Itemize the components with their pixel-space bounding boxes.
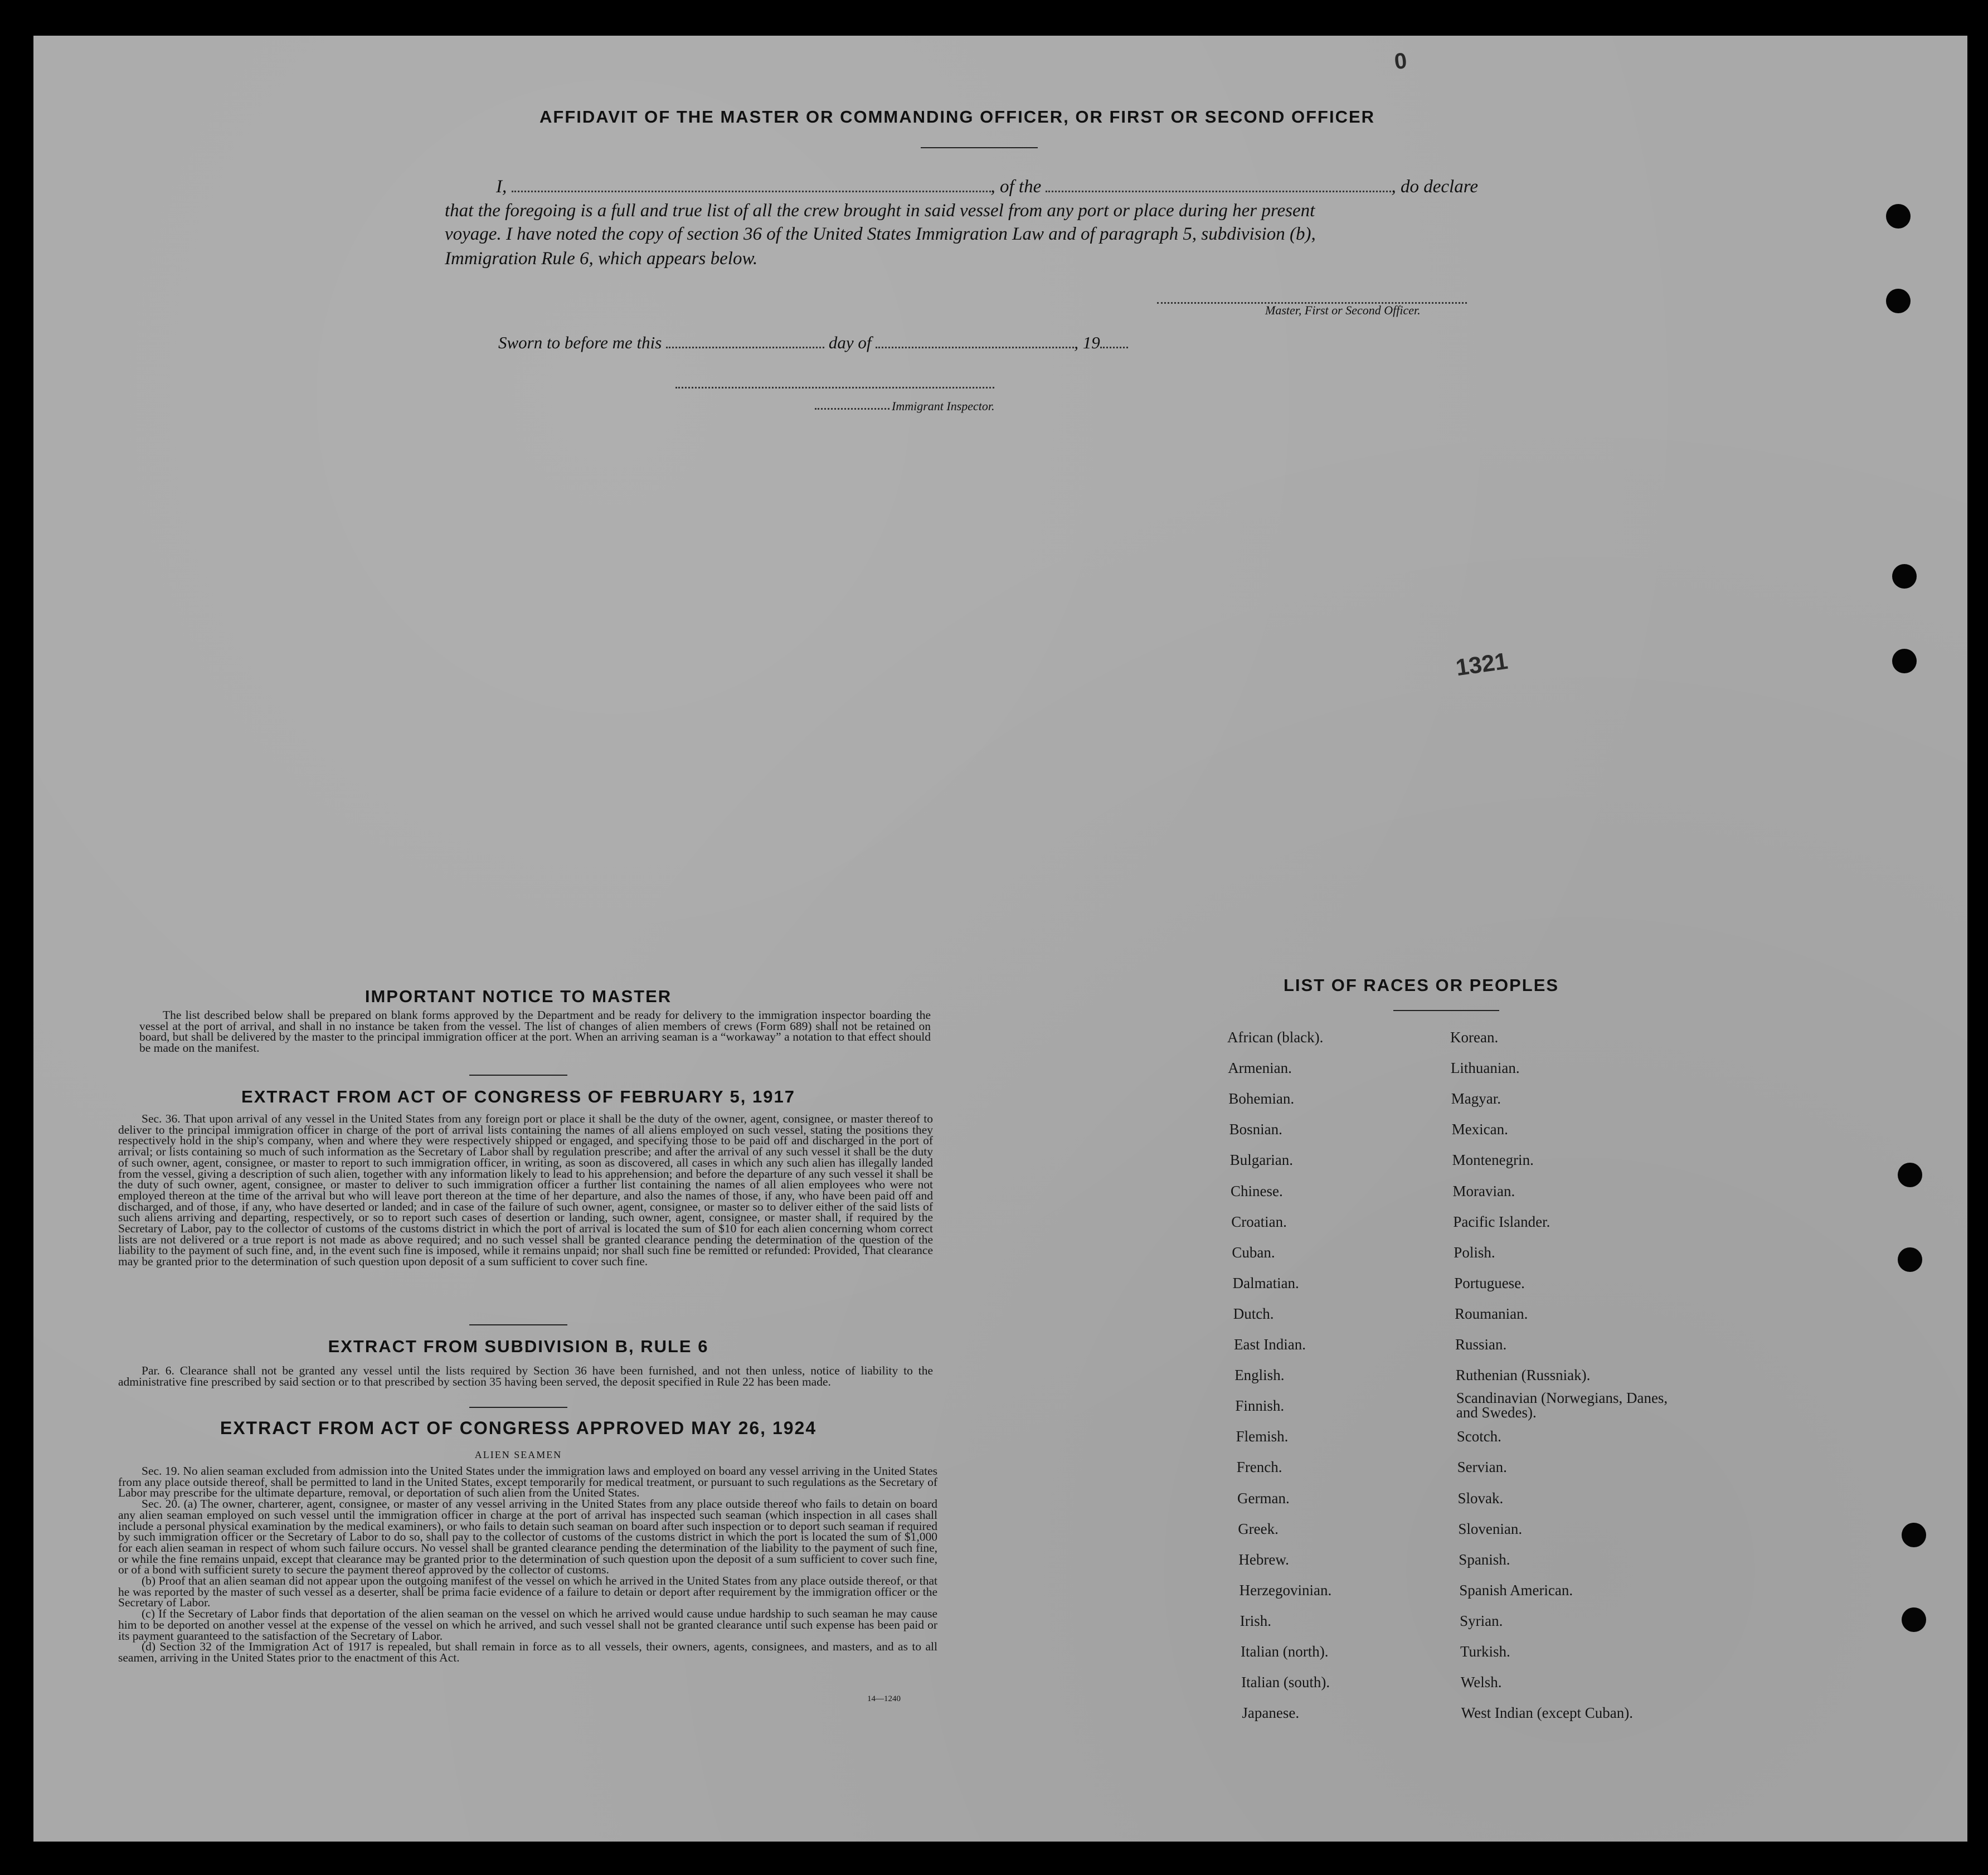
inspector-caption: Immigrant Inspector. [892,399,995,413]
race-item-left: French. [1236,1459,1282,1476]
act-1924-paragraph-d: (d) Section 32 of the Immigration Act of 1917 is repealed, but shall remain in force as to all vessels, their owners, agents, consignees, and masters, and as to all seamen, arriving in the United States prior to the enactment of this Act. [118,1640,937,1664]
binder-hole-1 [1886,204,1911,229]
race-item-right: Portuguese. [1454,1274,1525,1291]
races-heading: LIST OF RACES OR PEOPLES [1283,975,1559,995]
race-item-right: Pacific Islander. [1453,1213,1550,1230]
race-item-right: Turkish. [1460,1643,1510,1660]
affidavit-declare-label: , do declare [1391,177,1478,197]
race-item-right: Lithuanian. [1450,1060,1520,1077]
page-number-stamp: 1321 [1454,647,1510,681]
sworn-prefix-label: Sworn to before me this [498,333,662,352]
race-item-left: Bohemian. [1228,1090,1295,1107]
race-item-right: Slovenian. [1458,1520,1523,1537]
inspector-signature-field[interactable] [675,372,994,388]
act-1917-paragraph: Sec. 36. That upon arrival of any vessel in the United States from any foreign port or place it shall be the duty of the owner, agent, consignee, or master thereof to deliver to the principal immigration officer in charge of the port of arrival lists containing the names of all aliens employed on such vessel, stating the positions they respectively hold in the ship's company, when and where they were respectively shipped or engaged, and specifying those to be paid off and discharged in the port of arrival; or lists containing so much of such information as the Secretary of Labor shall by regulation prescribe; and after the arrival of any such vessel it shall be the duty of such owner, agent, consignee, or master to report to such immigration officer, in writing, as soon as discovered, all cases in which any such alien has illegally landed from the vessel, giving a description of such alien, together with any information likely to lead to his apprehension; and before the departure of any such vessel it shall be the duty of such owner, agent, consignee, or master to deliver to such immigration officer a further list containing the names of all alien employees who were not employed thereon at the time of the arrival but who will leave port thereon at the time of her departure, and also the names of those, if any, who have been paid off and discharged, and of those, if any, who have deserted or landed; and in case of the failure of such owner, agent, consignee, or master so to deliver either of the said lists of such aliens arriving and departing, respectively, or so to report such cases of desertion or landing, such owner, agent, consignee, or master shall, if required by the Secretary of Labor, pay to the collector of customs of the customs district in which the port of arrival is located the sum of $10 for each alien concerning whom correct lists are not delivered or a true report is not made as above required; and no such vessel shall be granted clearance pending the determination of the question of the liability to the payment of such fine, and, in the event such fine is imposed, while it remains unpaid; nor shall such fine be remitted or refunded: Provided, That clearance may be granted prior to the determination of such question upon deposit of a sum sufficient to cover such fine. [118,1112,933,1269]
binder-hole-3 [1892,564,1917,589]
affidavit-line-4: Immigration Rule 6, which appears below. [445,249,758,269]
race-item-right: Scandinavian (Norwegians, Danes, and Swedes). [1456,1390,1668,1421]
race-item-left: Bulgarian. [1229,1152,1294,1169]
race-item-right: Servian. [1457,1459,1507,1476]
affidavit-title: AFFIDAVIT OF THE MASTER OR COMMANDING OFFICER, OR FIRST OR SECOND OFFICER [539,107,1375,127]
binder-hole-2 [1886,289,1911,313]
affidavit-of-label: , of the [990,177,1042,197]
race-item-right: West Indian (except Cuban). [1461,1704,1634,1722]
act-1917-rule [469,1324,567,1325]
act-1917-text [118,1114,933,1267]
act-1924-paragraph-c: (c) If the Secretary of Labor finds that deportation of the alien seaman on the vessel on which he arrived would cause undue hardship to such seaman he may cause him to be deported on another vessel at the expense of the vessel on which he arrived, and such vessel shall not be granted clearance until such expense has been paid or its payment guaranteed to the satisfaction of the Secretary of Labor. [118,1607,937,1643]
race-item-left: African (black). [1227,1029,1324,1046]
rule-6-heading: EXTRACT FROM SUBDIVISION B, RULE 6 [328,1337,709,1356]
race-item-left: Japanese. [1242,1704,1300,1722]
race-item-left: Armenian. [1228,1060,1292,1077]
act-1924-paragraph-sec19: Sec. 19. No alien seaman excluded from admission into the United States under the immigration laws and employed on board any vessel arriving in the United States from any place outside thereof, shall be permitted to land in the United States, except temporarily for medical treatment, or pursuant to such regulations as the Secretary of Labor may prescribe for the ultimate departure, removal, or deportation of such alien from the United States. [118,1464,937,1500]
race-item-right: Syrian. [1460,1612,1503,1629]
binder-hole-8 [1902,1607,1926,1632]
race-item-left: Italian (south). [1241,1674,1330,1691]
sworn-day-field[interactable] [666,332,824,348]
act-1924-text [118,1466,937,1664]
notice-rule [469,1075,567,1076]
sworn-year-field[interactable] [1100,332,1128,348]
binder-hole-5 [1898,1163,1922,1187]
race-item-right: Moravian. [1452,1182,1515,1199]
affidavit-i-label: I, [496,177,507,197]
race-item-left: Croatian. [1231,1213,1287,1230]
act-1924-subtitle: ALIEN SEAMEN [474,1449,562,1460]
master-signature-field[interactable] [1157,288,1467,304]
rule-6-text [118,1366,933,1387]
inspector-name-field[interactable] [815,397,890,410]
sworn-statement-line [498,332,1128,353]
race-item-left: Chinese. [1231,1182,1283,1199]
race-item-left: Bosnian. [1229,1121,1282,1138]
act-1917-heading: EXTRACT FROM ACT OF CONGRESS OF FEBRUARY 5, 1917 [241,1087,795,1106]
race-item-left: English. [1234,1367,1285,1384]
rule-6-paragraph: Par. 6. Clearance shall not be granted any vessel until the lists required by Section 36 have been furnished, and not then unless, notice of liability to the administrative fine prescribed by said section or to that prescribed by section 35 having been served, the deposit specified in Rule 22 has been made. [118,1364,933,1388]
races-rule [1393,1010,1499,1011]
top-stamp-mark: 0 [1393,48,1408,75]
binder-hole-6 [1898,1247,1922,1272]
race-item-right: Russian. [1455,1336,1507,1353]
race-item-right: Spanish. [1459,1551,1510,1568]
race-item-right: Scotch. [1456,1428,1501,1445]
race-item-right: Ruthenian (Russniak). [1455,1367,1591,1384]
race-item-left: Greek. [1238,1520,1279,1537]
master-signature-caption: Master, First or Second Officer. [1265,303,1421,317]
binder-hole-4 [1892,649,1917,673]
sworn-month-field[interactable] [876,332,1074,348]
act-1924-paragraph-sec20a: Sec. 20. (a) The owner, charterer, agent, consignee, or master of any vessel arriving in the United States from any place outside thereof who fails to detain on board any alien seaman employed on such vessel until the immigration officer in charge at the port of arrival has inspected such seaman (which inspection in all cases shall include a personal physical examination by the medical examiners), or who fails to detain such seaman on board after such inspection or to deport such seaman if required by such immigration officer or the Secretary of Labor to do so, shall pay to the collector of customs of the customs district in which the port is located the sum of $1,000 for each alien seaman in respect of whom such failure occurs. No vessel shall be granted clearance pending the determination of the liability to the payment of such fine, or while the fine remains unpaid, except that clearance may be granted prior to the determination of such question upon the deposit of a sum sufficient to cover such fine, or of a bond with sufficient surety to secure the payment thereof approved by the collector of customs. [118,1497,937,1577]
affidavit-title-rule [921,147,1038,148]
officer-name-field[interactable] [512,176,991,192]
race-item-left: Flemish. [1236,1428,1289,1445]
race-item-left: Italian (north). [1241,1643,1329,1660]
race-item-right: Korean. [1450,1029,1499,1046]
race-item-right: Slovak. [1457,1489,1504,1507]
affidavit-line-2: that the foregoing is a full and true list of all the crew brought in said vessel from any port or place during her present [445,201,1315,221]
race-item-left: German. [1237,1489,1290,1507]
race-item-right: Mexican. [1451,1121,1508,1138]
rule-6-rule [469,1407,567,1408]
affidavit-line-1 [496,176,1478,197]
race-item-right: Montenegrin. [1452,1152,1534,1169]
race-item-right: Roumanian. [1455,1305,1528,1322]
form-number: 14—1240 [867,1694,901,1703]
act-1924-heading: EXTRACT FROM ACT OF CONGRESS APPROVED MAY 26, 1924 [220,1418,817,1438]
notice-paragraph: The list described below shall be prepared on blank forms approved by the Department and be ready for delivery to the immigration inspector boarding the vessel at the port of arrival, and shall in no instance be taken from the vessel. The list of changes of alien members of crews (Form 689) shall not be retained on board, but shall be delivered by the master to the principal immigration officer at the port. When an arriving seaman is a “workaway” a notation to that effect should be made on the manifest. [139,1008,931,1055]
binder-hole-7 [1902,1523,1926,1547]
act-1924-paragraph-b: (b) Proof that an alien seaman did not appear upon the outgoing manifest of the vessel on which he arrived in the United States from any place outside thereof, or that he was reported by the master of such vessel as a deserter, shall be prima facie evidence of a failure to detain or deport after requirement by the immigration officer or the Secretary of Labor. [118,1574,937,1610]
vessel-name-field[interactable] [1046,176,1391,192]
race-item-left: Dalmatian. [1232,1274,1299,1291]
notice-heading: IMPORTANT NOTICE TO MASTER [364,987,672,1006]
affidavit-line-3: voyage. I have noted the copy of section 36 of the United States Immigration Law and of paragraph 5, subdivision (b), [445,224,1316,244]
race-item-left: Irish. [1240,1612,1272,1629]
race-item-left: Cuban. [1232,1243,1275,1261]
notice-text [139,1010,931,1054]
race-item-right: Magyar. [1451,1090,1501,1107]
sworn-year-label: , 19 [1074,333,1100,352]
race-item-right: Welsh. [1460,1674,1502,1691]
race-item-left: East Indian. [1234,1336,1306,1353]
race-item-left: Finnish. [1235,1397,1285,1415]
race-item-left: Herzegovinian. [1239,1581,1332,1599]
race-item-right: Spanish American. [1459,1581,1573,1599]
race-item-left: Dutch. [1233,1305,1274,1322]
race-item-right: Polish. [1454,1243,1495,1261]
sworn-day-of-label: day of [828,333,872,352]
race-item-left: Hebrew. [1238,1551,1289,1568]
